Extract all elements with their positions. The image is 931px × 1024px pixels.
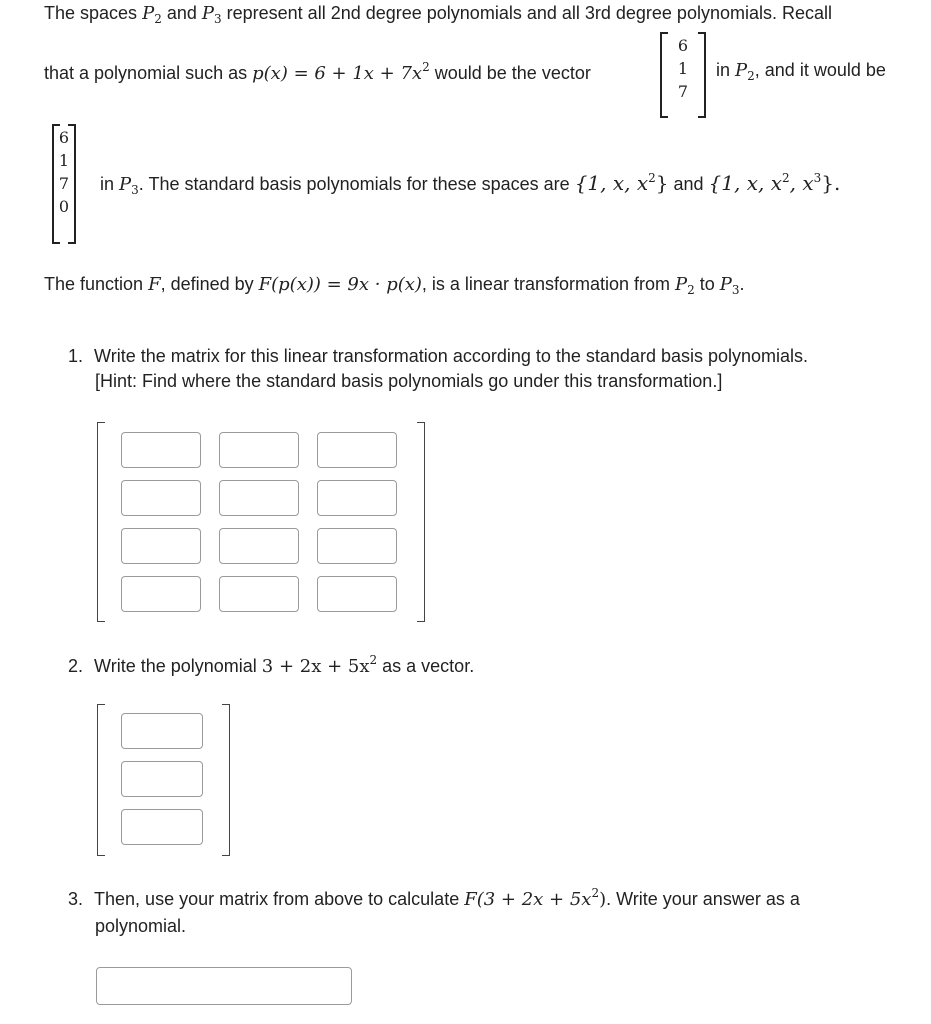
exponent: 2: [591, 886, 600, 900]
transformation-call: F(3 + 2x + 5x: [464, 889, 592, 910]
p3-symbol: P: [201, 3, 214, 24]
question-text: Write the polynomial: [94, 656, 262, 676]
matrix-cell-r3c3[interactable]: [317, 528, 397, 564]
p2-symbol: P: [675, 274, 688, 295]
matrix-bracket-right: [417, 422, 425, 622]
exponent: 2: [781, 171, 790, 185]
intro-line-3: [100, 171, 840, 197]
matrix-cell-r4c2[interactable]: [219, 576, 299, 612]
intro-text: . The standard basis polynomials for these spaces are: [138, 174, 575, 194]
intro-text: that a polynomial such as: [44, 63, 253, 83]
intro-text: , and it would be: [754, 60, 886, 80]
vector-entry: 6: [677, 36, 689, 55]
vector-bracket-left: [97, 704, 105, 856]
vector-cell-2[interactable]: [121, 761, 203, 797]
intro-text: would be the vector: [429, 63, 591, 83]
vector-entry: 1: [58, 151, 70, 170]
exponent: 2: [422, 60, 430, 74]
intro-line-4: [44, 274, 745, 297]
f-symbol: F: [148, 274, 161, 295]
matrix-cell-r2c2[interactable]: [219, 480, 299, 516]
basis-p3: {1, x, x: [708, 171, 782, 195]
intro-text: to: [694, 274, 720, 294]
exponent: 2: [369, 653, 378, 667]
p3-symbol: P: [119, 174, 132, 195]
basis-p3: , x: [789, 171, 814, 195]
intro-text: , defined by: [160, 274, 259, 294]
matrix-cell-r1c1[interactable]: [121, 432, 201, 468]
vector-entry: 1: [677, 59, 689, 78]
example-vector-p3: [52, 124, 76, 244]
question-number: 1.: [68, 346, 84, 366]
basis-p2: {1, x, x: [574, 171, 649, 195]
vector-entry: 0: [58, 197, 70, 216]
vector-bracket-right: [222, 704, 230, 856]
subscript: 3: [731, 283, 740, 297]
polynomial: 3 + 2x + 5x: [261, 656, 370, 677]
subscript: 3: [214, 12, 222, 26]
intro-line-2-end: [716, 60, 886, 83]
p2-symbol: P: [735, 60, 748, 81]
matrix-cell-r2c1[interactable]: [121, 480, 201, 516]
intro-text: , is a linear transformation from: [421, 274, 675, 294]
matrix-cell-r3c1[interactable]: [121, 528, 201, 564]
matrix-cell-r2c3[interactable]: [317, 480, 397, 516]
question-1: [68, 346, 808, 367]
p2-symbol: P: [142, 3, 155, 24]
vector-cell-1[interactable]: [121, 713, 203, 749]
question-number: 2.: [68, 656, 84, 676]
exponent: 2: [648, 171, 656, 185]
vector-entry: 7: [677, 82, 689, 101]
example-polynomial: p(x) = 6 + 1x + 7x: [252, 63, 423, 84]
intro-line-2: [44, 60, 591, 84]
basis-p3-end: }.: [821, 171, 841, 195]
matrix-bracket-left: [97, 422, 105, 622]
answer-polynomial-input[interactable]: [96, 967, 352, 1005]
intro-text: represent all 2nd degree polynomials and all 3rd degree polynomials. Recall: [221, 3, 832, 23]
question-text: as a vector.: [377, 656, 475, 676]
matrix-cell-r1c2[interactable]: [219, 432, 299, 468]
transformation-definition: F(p(x)) = 9x · p(x): [258, 274, 422, 295]
matrix-cell-r3c2[interactable]: [219, 528, 299, 564]
question-3: [68, 886, 800, 910]
intro-text: in: [716, 60, 736, 80]
intro-text: .: [739, 274, 745, 294]
question-1-hint: [Hint: Find where the standard basis polynomials go under this transformation.]: [95, 371, 723, 391]
example-vector-p2: [660, 32, 706, 118]
transformation-call-end: ): [599, 889, 607, 910]
subscript: 2: [687, 283, 695, 297]
p3-symbol: P: [719, 274, 732, 295]
matrix-cell-r1c3[interactable]: [317, 432, 397, 468]
matrix-cell-r4c3[interactable]: [317, 576, 397, 612]
question-text: Write the matrix for this linear transformation according to the standard basis polynomials.: [94, 346, 809, 366]
question-2: [68, 653, 474, 677]
intro-text: and: [668, 174, 709, 194]
intro-text: and: [161, 3, 202, 23]
question-text: . Write your answer as a: [606, 889, 800, 909]
question-3-continued: polynomial.: [95, 916, 187, 936]
question-number: 3.: [68, 889, 84, 909]
exponent: 3: [813, 171, 822, 185]
question-text: Then, use your matrix from above to calculate: [94, 889, 465, 909]
intro-text: The function: [44, 274, 149, 294]
subscript: 2: [747, 69, 755, 83]
basis-p2-end: }: [655, 171, 669, 195]
subscript: 2: [154, 12, 162, 26]
vector-cell-3[interactable]: [121, 809, 203, 845]
vector-entry: 7: [58, 174, 70, 193]
subscript: 3: [131, 183, 139, 197]
matrix-cell-r4c1[interactable]: [121, 576, 201, 612]
vector-entry: 6: [58, 128, 70, 147]
intro-text: in: [100, 174, 120, 194]
intro-text: The spaces: [44, 3, 143, 23]
intro-line-1: [44, 3, 832, 26]
